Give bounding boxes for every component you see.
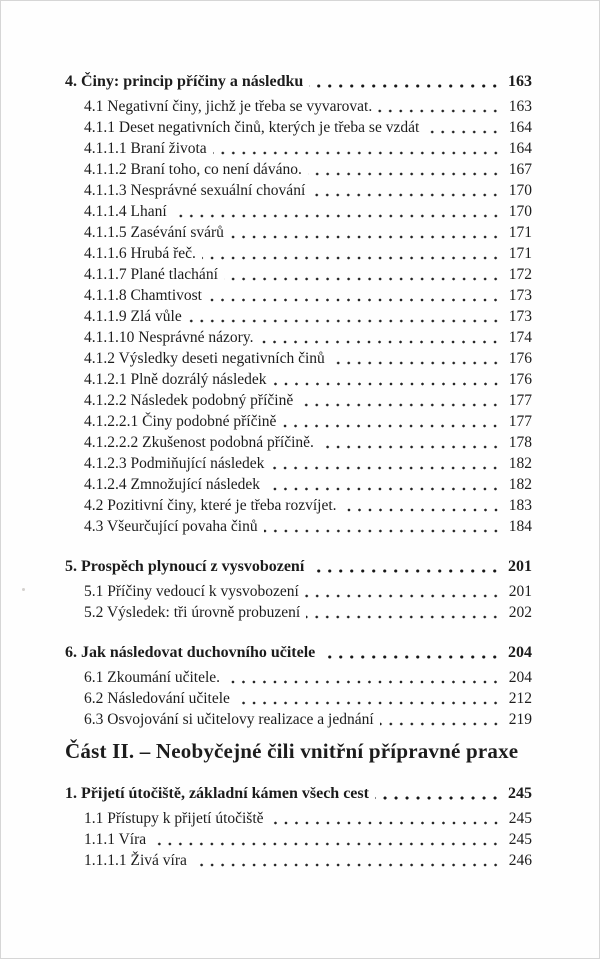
toc-page-number: 246 bbox=[508, 852, 532, 869]
toc-chapter-row bbox=[65, 71, 532, 92]
toc-entry-row bbox=[65, 411, 532, 432]
toc-page-number: 170 bbox=[508, 182, 532, 199]
toc-entry-row bbox=[65, 306, 532, 327]
toc-entry-label: 4.1.2.2 Následek podobný příčině bbox=[84, 392, 294, 409]
toc-entry-label: 4.1.2 Výsledky deseti negativních činů bbox=[84, 350, 325, 367]
toc-page-number: 177 bbox=[508, 392, 532, 409]
dot-leader bbox=[380, 709, 501, 730]
toc-page-number: 177 bbox=[508, 413, 532, 430]
toc-entry-label: 1.1.1 Víra bbox=[84, 831, 147, 848]
toc-page-number: 163 bbox=[508, 73, 532, 90]
toc-entry-row bbox=[65, 369, 532, 390]
toc-entry-label: 4.1.2.1 Plně dozrálý následek bbox=[84, 371, 267, 388]
toc-entry-label: 4.1.2.3 Podmiňující následek bbox=[84, 455, 265, 472]
dot-leader bbox=[264, 516, 501, 537]
toc-entry-row bbox=[65, 516, 532, 537]
dot-leader bbox=[311, 180, 501, 201]
scan-artifact bbox=[22, 588, 25, 591]
toc-entry-row bbox=[65, 390, 532, 411]
dot-leader bbox=[173, 201, 501, 222]
toc-entry-row bbox=[65, 180, 532, 201]
toc-entry-row bbox=[65, 581, 532, 602]
toc-entry-row bbox=[65, 808, 532, 829]
toc-entry-row bbox=[65, 348, 532, 369]
toc-page-number: 176 bbox=[508, 371, 532, 388]
toc-entry-label: 4.3 Všeurčující povaha činů bbox=[84, 518, 258, 535]
toc-entry-label: 4.1.1.7 Plané tlachání bbox=[84, 266, 218, 283]
dot-leader bbox=[306, 602, 501, 623]
toc-page-number: 182 bbox=[508, 455, 532, 472]
dot-leader bbox=[310, 556, 501, 577]
toc-entry-row bbox=[65, 138, 532, 159]
toc-entry-label: 4.1.1.8 Chamtivost bbox=[84, 287, 202, 304]
toc-section bbox=[65, 783, 532, 871]
dot-leader bbox=[321, 642, 501, 663]
dot-leader bbox=[305, 581, 501, 602]
toc-entry-row bbox=[65, 850, 532, 871]
dot-leader bbox=[308, 159, 501, 180]
toc-entry-row bbox=[65, 327, 532, 348]
dot-leader bbox=[213, 138, 501, 159]
toc-section bbox=[65, 71, 532, 537]
toc-entry-label: 4.1.2.2.1 Činy podobné příčině bbox=[84, 413, 277, 430]
toc-page-number: 173 bbox=[508, 308, 532, 325]
toc-page-number: 163 bbox=[508, 98, 532, 115]
dot-leader bbox=[193, 850, 501, 871]
dot-leader bbox=[270, 808, 501, 829]
toc-entry-row bbox=[65, 829, 532, 850]
toc-page-number: 184 bbox=[508, 518, 532, 535]
dot-leader bbox=[224, 264, 501, 285]
toc-page-number: 201 bbox=[508, 583, 532, 600]
dot-leader bbox=[425, 117, 501, 138]
toc-entry-label: 4.1 Negativní činy, jichž je třeba se vyvarovat. bbox=[84, 98, 373, 115]
toc-entry-label: 5.1 Příčiny vedoucí k vysvobození bbox=[84, 583, 299, 600]
toc-entry-row bbox=[65, 453, 532, 474]
toc-entry-label: 4.1.2.2.2 Zkušenost podobná příčině. bbox=[84, 434, 314, 451]
toc-chapter-row bbox=[65, 556, 532, 577]
toc-entry-row bbox=[65, 96, 532, 117]
toc-page-number: 170 bbox=[508, 203, 532, 220]
toc-entry-row bbox=[65, 159, 532, 180]
toc-entry-label: 5. Prospěch plynoucí z vysvobození bbox=[65, 558, 305, 575]
dot-leader bbox=[378, 96, 501, 117]
toc-entry-label: 6. Jak následovat duchovního učitele bbox=[65, 644, 316, 661]
toc-entry-label: 4.1.1.6 Hrubá řeč. bbox=[84, 245, 196, 262]
dot-leader bbox=[259, 327, 501, 348]
dot-leader bbox=[309, 71, 501, 92]
toc-entry-label: 4.1.1.2 Braní toho, co není dáváno. bbox=[84, 161, 302, 178]
toc-page-number: 167 bbox=[508, 161, 532, 178]
toc-page-number: 164 bbox=[508, 140, 532, 157]
toc-page-number: 173 bbox=[508, 287, 532, 304]
dot-leader bbox=[270, 453, 501, 474]
toc-entry-label: 4.1.2.4 Zmnožující následek bbox=[84, 476, 261, 493]
toc-entry-row bbox=[65, 285, 532, 306]
toc-page-number: 212 bbox=[508, 690, 532, 707]
toc-entry-row bbox=[65, 432, 532, 453]
toc-entry-label: 1. Přijetí útočiště, základní kámen všech cest bbox=[65, 785, 369, 802]
dot-leader bbox=[230, 222, 501, 243]
toc-page-number: 174 bbox=[508, 329, 532, 346]
dot-leader bbox=[188, 306, 501, 327]
dot-leader bbox=[331, 348, 501, 369]
toc-entry-label: 4.1.1.10 Nesprávné názory. bbox=[84, 329, 254, 346]
toc-entry-row bbox=[65, 709, 532, 730]
part-heading: Část II. – Neobyčejné čili vnitřní přípravné praxe bbox=[65, 739, 519, 763]
dot-leader bbox=[273, 369, 501, 390]
toc-page-number: 202 bbox=[508, 604, 532, 621]
toc-entry-label: 4.1.1.4 Lhaní bbox=[84, 203, 167, 220]
toc-page-number: 171 bbox=[508, 245, 532, 262]
toc-page-number: 172 bbox=[508, 266, 532, 283]
dot-leader bbox=[375, 783, 501, 804]
toc-entry-row bbox=[65, 667, 532, 688]
toc-page-number: 245 bbox=[508, 810, 532, 827]
toc-entry-label: 6.1 Zkoumání učitele. bbox=[84, 669, 221, 686]
toc-entry-row bbox=[65, 264, 532, 285]
toc-entry-row bbox=[65, 688, 532, 709]
toc-entry-row bbox=[65, 243, 532, 264]
toc-entry-row bbox=[65, 201, 532, 222]
toc-page-number: 178 bbox=[508, 434, 532, 451]
toc-section bbox=[65, 642, 532, 730]
toc bbox=[65, 71, 532, 871]
toc-page-number: 164 bbox=[508, 119, 532, 136]
toc-entry-label: 4. Činy: princip příčiny a následku bbox=[65, 73, 304, 90]
dot-leader bbox=[282, 411, 501, 432]
toc-page-number: 201 bbox=[508, 558, 532, 575]
toc-page-number: 245 bbox=[508, 785, 532, 802]
toc-page-number: 204 bbox=[508, 669, 532, 686]
toc-entry-label: 1.1 Přístupy k přijetí útočiště bbox=[84, 810, 264, 827]
dot-leader bbox=[226, 667, 501, 688]
toc-entry-label: 5.2 Výsledek: tři úrovně probuzení bbox=[84, 604, 301, 621]
toc-entry-label: 4.1.1 Deset negativních činů, kterých je třeba se vzdát bbox=[84, 119, 420, 136]
dot-leader bbox=[236, 688, 501, 709]
dot-leader bbox=[266, 474, 501, 495]
dot-leader bbox=[208, 285, 501, 306]
toc-entry-row bbox=[65, 222, 532, 243]
dot-leader bbox=[299, 390, 501, 411]
toc-page-number: 245 bbox=[508, 831, 532, 848]
toc-section bbox=[65, 556, 532, 623]
toc-page-number: 183 bbox=[508, 497, 532, 514]
toc-entry-label: 1.1.1.1 Živá víra bbox=[84, 852, 187, 869]
toc-entry-label: 6.3 Osvojování si učitelovy realizace a jednání bbox=[84, 711, 374, 728]
toc-entry-row bbox=[65, 602, 532, 623]
toc-entry-label: 6.2 Následování učitele bbox=[84, 690, 230, 707]
toc-page-number: 204 bbox=[508, 644, 532, 661]
toc-page-number: 176 bbox=[508, 350, 532, 367]
toc-page-number: 171 bbox=[508, 224, 532, 241]
toc-entry-label: 4.1.1.5 Zasévání svárů bbox=[84, 224, 224, 241]
dot-leader bbox=[152, 829, 501, 850]
toc-entry-row bbox=[65, 117, 532, 138]
toc-entry-label: 4.1.1.1 Braní života bbox=[84, 140, 207, 157]
toc-entry-label: 4.1.1.3 Nesprávné sexuální chování bbox=[84, 182, 306, 199]
toc-page-number: 182 bbox=[508, 476, 532, 493]
toc-entry-label: 4.2 Pozitivní činy, které je třeba rozvíjet. bbox=[84, 497, 337, 514]
toc-page-number: 219 bbox=[508, 711, 532, 728]
toc-entry-row bbox=[65, 495, 532, 516]
dot-leader bbox=[343, 495, 501, 516]
toc-entry-label: 4.1.1.9 Zlá vůle bbox=[84, 308, 182, 325]
toc-entry-row bbox=[65, 474, 532, 495]
dot-leader bbox=[320, 432, 501, 453]
toc-chapter-row bbox=[65, 642, 532, 663]
toc-chapter-row bbox=[65, 783, 532, 804]
dot-leader bbox=[202, 243, 501, 264]
